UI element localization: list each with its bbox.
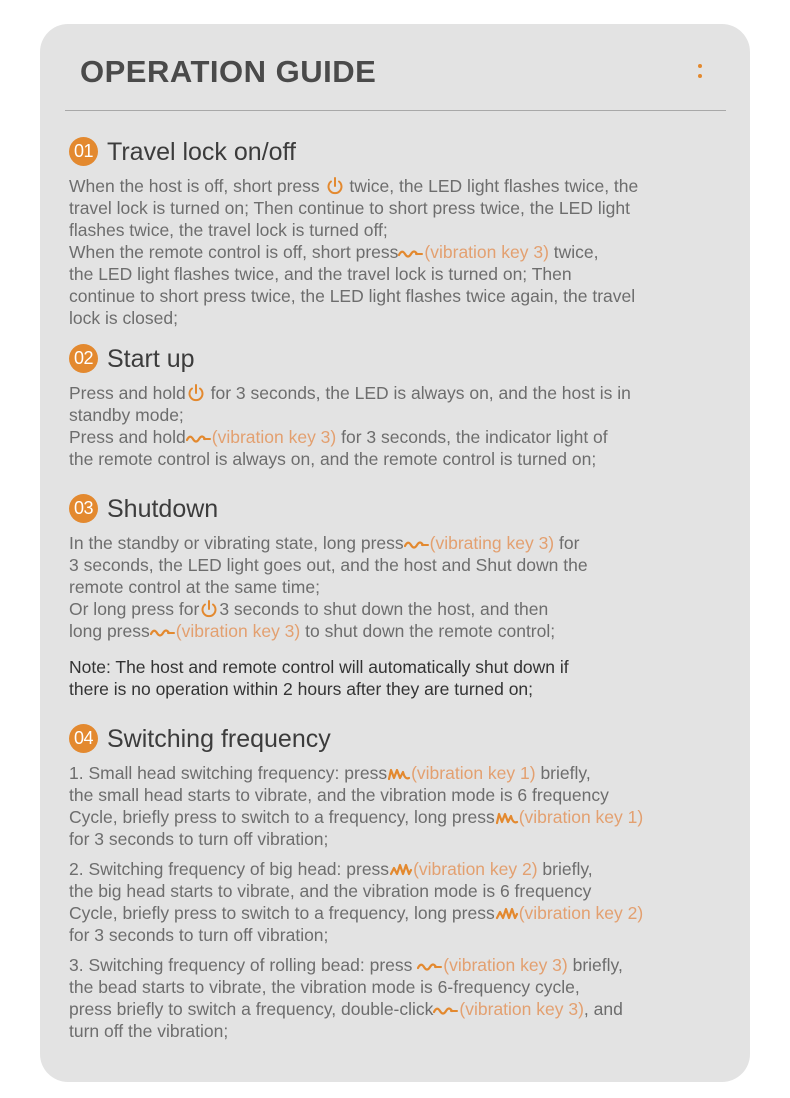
section-shutdown-text: In the standby or vibrating state, long press (vibrating key 3) for 3 seconds, the LED light goes out, and the host and Shut down the remote control at the same time; Or long press for 3 seconds to shut down the host, and then long press (vibration key 3) to shut down the remote control; bbox=[69, 533, 588, 641]
vibration-key-2-icon bbox=[389, 862, 413, 878]
page-title: OPERATION GUIDE bbox=[80, 54, 377, 89]
header bbox=[40, 24, 750, 111]
vibration-key-3-icon bbox=[150, 626, 176, 640]
section-title: Switching frequency bbox=[107, 725, 331, 753]
vibration-key-1-icon bbox=[387, 766, 411, 782]
big-head-frequency-text: 2. Switching frequency of big head: press (vibration key 2) briefly, the big head starts to vibrate, and the vibration mode is 6 frequency Cycle, briefly press to switch to a frequency, long press (vibration key 2) for 3 seconds to turn off vibration; bbox=[69, 859, 644, 945]
vibration-key-3-icon bbox=[186, 432, 212, 446]
more-menu-icon[interactable] bbox=[695, 62, 705, 84]
section-number-badge: 01 bbox=[69, 137, 98, 166]
section-travel-lock-text: When the host is off, short press twice, the LED light flashes twice, the travel lock is turned on; Then continue to short press twice, the LED light flashes twice, the travel lock is turned off; When the remote control is off, short press (vibration key 3) twice, the LED light flashes twice, and the travel lock is turned on; Then continue to short press twice, the LED light flashes twice again, the travel lock is closed; bbox=[69, 176, 639, 328]
section-number-badge: 04 bbox=[69, 724, 98, 753]
shutdown-note: Note: The host and remote control will automatically shut down if there is no operation within 2 hours after they are turned on; bbox=[69, 657, 569, 699]
section-title: Travel lock on/off bbox=[107, 138, 296, 166]
small-head-frequency-text: 1. Small head switching frequency: press (vibration key 1) briefly, the small head starts to vibrate, and the vibration mode is 6 frequency Cycle, briefly press to switch to a frequency, long press (vibration key 1) for 3 seconds to turn off vibration; bbox=[69, 763, 644, 849]
operation-guide-card bbox=[40, 24, 750, 1082]
vibration-key-3-icon bbox=[433, 1004, 459, 1018]
power-icon bbox=[186, 384, 206, 402]
vibration-key-3-icon bbox=[404, 538, 430, 552]
section-number-badge: 02 bbox=[69, 344, 98, 373]
vibration-key-3-icon bbox=[398, 247, 424, 261]
section-title: Shutdown bbox=[107, 495, 219, 523]
rolling-bead-frequency-text: 3. Switching frequency of rolling bead: press (vibration key 3) briefly, the bead starts to vibrate, the vibration mode is 6-frequency cycle, press briefly to switch a frequency, double-click (vibration key 3), and turn off the vibration; bbox=[69, 955, 623, 1041]
power-icon bbox=[325, 177, 345, 195]
vibration-key-2-icon bbox=[495, 906, 519, 922]
section-start-up-text: Press and hold for 3 seconds, the LED is always on, and the host is in standby mode; Press and hold (vibration key 3) for 3 seconds, the indicator light of the remote control is always on, and the remote control is turned on; bbox=[69, 383, 631, 469]
section-title: Start up bbox=[107, 345, 195, 373]
header-divider bbox=[65, 110, 726, 111]
vibration-key-3-icon bbox=[417, 960, 443, 974]
section-number-badge: 03 bbox=[69, 494, 98, 523]
vibration-key-1-icon bbox=[495, 810, 519, 826]
power-icon bbox=[199, 600, 219, 618]
